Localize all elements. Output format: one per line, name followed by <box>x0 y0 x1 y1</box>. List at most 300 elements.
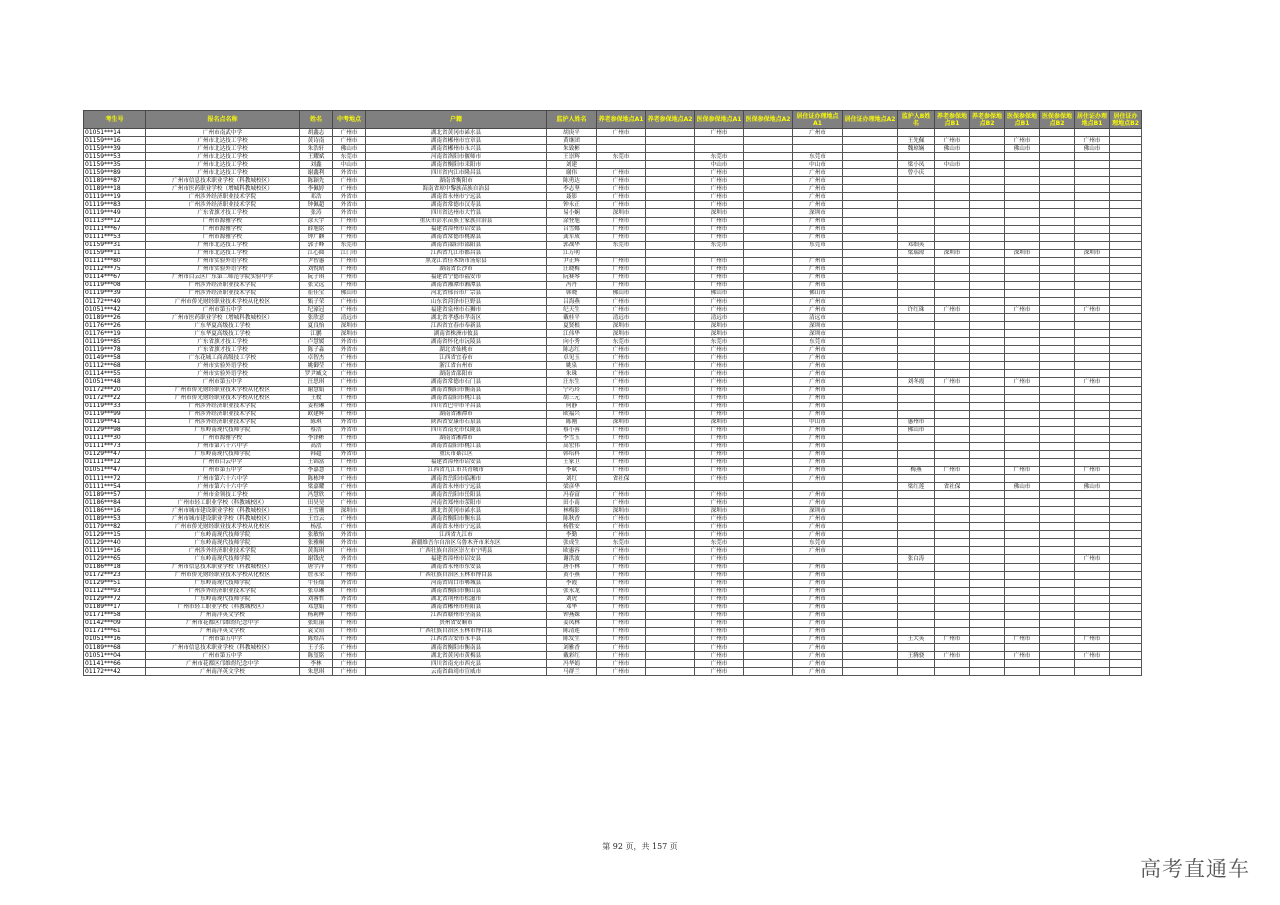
table-cell: 谢洪波 <box>547 555 597 563</box>
table-cell <box>1075 458 1110 466</box>
table-cell <box>970 644 1005 652</box>
table-cell: 深圳市 <box>333 322 366 330</box>
table-cell: 广州市 <box>597 555 646 563</box>
table-cell <box>744 555 793 563</box>
table-cell <box>1005 217 1040 225</box>
table-cell: 广东省旗才技工学校 <box>146 209 300 217</box>
table-cell: 广州市 <box>1005 635 1040 643</box>
table-cell: 深圳市 <box>793 507 843 515</box>
table-cell <box>744 217 793 225</box>
table-cell: 广州市 <box>1005 306 1040 314</box>
table-cell <box>843 595 898 603</box>
table-cell <box>1005 185 1040 193</box>
table-cell: 李志坚 <box>547 185 597 193</box>
table-cell: 湖南省株洲市攸县 <box>366 330 547 338</box>
table-cell <box>970 297 1005 305</box>
table-cell <box>1075 273 1110 281</box>
table-cell <box>1040 153 1075 161</box>
table-cell: 广州市 <box>793 217 843 225</box>
table-cell <box>935 297 970 305</box>
table-row <box>84 193 1142 201</box>
table-cell: 广州市 <box>695 547 744 555</box>
table-cell: 李霞 <box>547 579 597 587</box>
table-cell <box>1005 418 1040 426</box>
table-cell: 广州市 <box>333 499 366 507</box>
table-cell: 湖南省岳阳市岳阳县 <box>366 491 547 499</box>
table-cell <box>744 611 793 619</box>
table-cell: 冯春富 <box>547 491 597 499</box>
table-row <box>84 297 1142 305</box>
table-cell: 01112***93 <box>84 587 146 595</box>
table-cell <box>898 129 935 137</box>
table-cell <box>843 627 898 635</box>
table-cell <box>935 499 970 507</box>
table-cell: 梁瑞琼 <box>898 249 935 257</box>
table-cell: 广州市 <box>793 442 843 450</box>
table-cell: 邓华 <box>547 603 597 611</box>
table-cell: 云南省曲靖市宣威市 <box>366 668 547 676</box>
table-cell: 01189***87 <box>84 177 146 185</box>
table-cell: 中山市 <box>695 161 744 169</box>
table-cell <box>935 386 970 394</box>
table-cell: 广东岭南现代技师学院 <box>146 555 300 563</box>
table-cell: 江西省吉安市永丰县 <box>366 635 547 643</box>
table-cell: 胡三元 <box>547 394 597 402</box>
table-cell <box>970 265 1005 273</box>
table-cell <box>646 257 695 265</box>
table-cell <box>898 523 935 531</box>
table-cell <box>1110 161 1142 169</box>
table-cell: 湖南省常德市石门县 <box>366 378 547 386</box>
table-cell <box>1075 289 1110 297</box>
table-cell: 广州市 <box>793 595 843 603</box>
table-cell <box>843 338 898 346</box>
table-cell <box>970 362 1005 370</box>
table-cell: 广州市 <box>597 627 646 635</box>
table-cell: 深圳市 <box>695 418 744 426</box>
table-cell <box>970 450 1005 458</box>
table-cell <box>1075 169 1110 177</box>
table-cell <box>843 249 898 257</box>
table-cell: 01189***26 <box>84 314 146 322</box>
table-cell: 广州市 <box>333 362 366 370</box>
table-cell: 陈玺铭 <box>300 652 333 660</box>
table-cell <box>1110 434 1142 442</box>
table-cell: 袁文瑄 <box>300 627 333 635</box>
column-header: 报名点名称 <box>146 111 300 129</box>
table-cell <box>1110 273 1142 281</box>
table-cell: 广州市 <box>597 169 646 177</box>
table-cell <box>1005 273 1040 281</box>
table-cell <box>898 571 935 579</box>
table-cell <box>1075 531 1110 539</box>
table-cell: 姚泉 <box>547 362 597 370</box>
table-cell <box>970 627 1005 635</box>
table-cell <box>935 209 970 217</box>
table-cell <box>646 201 695 209</box>
table-row <box>84 466 1142 474</box>
table-cell: 王耀斌 <box>300 153 333 161</box>
table-cell: 广州市 <box>333 297 366 305</box>
table-cell <box>1005 322 1040 330</box>
table-cell <box>695 145 744 153</box>
table-cell: 01119***78 <box>84 346 146 354</box>
table-row <box>84 483 1142 491</box>
table-cell: 外省市 <box>333 531 366 539</box>
table-cell <box>1005 362 1040 370</box>
table-cell: 01129***98 <box>84 426 146 434</box>
table-cell <box>1075 201 1110 209</box>
table-cell: 广州市 <box>793 306 843 314</box>
table-cell: 广州涉外经济职业技术学院 <box>146 587 300 595</box>
table-cell <box>1075 257 1110 265</box>
table-cell: 广州市 <box>793 281 843 289</box>
table-cell: 四川省达州市大竹县 <box>366 209 547 217</box>
table-cell: 省社保 <box>935 483 970 491</box>
table-cell <box>1110 418 1142 426</box>
table-cell: 深圳市 <box>597 418 646 426</box>
table-row <box>84 652 1142 660</box>
table-row <box>84 322 1142 330</box>
table-cell: 广州市 <box>597 394 646 402</box>
table-cell: 梁红莲 <box>898 483 935 491</box>
table-cell: 广州市 <box>793 402 843 410</box>
table-cell: 01119***49 <box>84 209 146 217</box>
table-cell: 广州市 <box>695 225 744 233</box>
table-cell <box>1040 322 1075 330</box>
table-cell <box>898 644 935 652</box>
table-cell <box>646 635 695 643</box>
table-cell <box>646 161 695 169</box>
table-cell: 佛山市 <box>597 289 646 297</box>
table-cell <box>1005 619 1040 627</box>
table-cell: 湖南省湘潭市 <box>366 434 547 442</box>
table-cell: 阮子琪 <box>300 273 333 281</box>
table-cell: 广州市 <box>333 306 366 314</box>
table-cell <box>935 587 970 595</box>
table-cell: 广州市 <box>695 475 744 483</box>
table-cell: 马群兰 <box>547 668 597 676</box>
table-cell <box>970 161 1005 169</box>
table-cell <box>646 483 695 491</box>
table-cell <box>1110 233 1142 241</box>
table-cell <box>1005 458 1040 466</box>
table-cell <box>970 555 1005 563</box>
table-cell <box>935 394 970 402</box>
table-cell <box>898 619 935 627</box>
table-cell: 广州市 <box>333 225 366 233</box>
table-cell <box>1110 466 1142 474</box>
watermark-logo: 高考直通车 <box>1140 857 1250 881</box>
table-cell <box>1040 668 1075 676</box>
table-row <box>84 644 1142 652</box>
table-cell: 广州市 <box>695 378 744 386</box>
table-cell: 蔡浩 <box>300 426 333 434</box>
table-cell <box>843 265 898 273</box>
table-cell <box>935 314 970 322</box>
table-row <box>84 346 1142 354</box>
table-cell <box>970 378 1005 386</box>
table-cell <box>744 515 793 523</box>
table-cell <box>744 635 793 643</box>
table-cell: 吕海燕 <box>547 297 597 305</box>
table-cell <box>646 346 695 354</box>
table-cell: 广州市 <box>597 660 646 668</box>
table-cell <box>793 249 843 257</box>
table-cell <box>898 410 935 418</box>
column-header: 居住证办理地点B2 <box>1110 111 1142 129</box>
table-cell: 戴彩红 <box>547 652 597 660</box>
table-cell <box>1040 491 1075 499</box>
table-cell <box>646 571 695 579</box>
table-cell: 四川省南充市仪陇县 <box>366 426 547 434</box>
table-cell <box>1110 169 1142 177</box>
table-cell <box>1075 579 1110 587</box>
table-cell: 广州市北达技工学校 <box>146 249 300 257</box>
table-cell <box>646 225 695 233</box>
table-cell: 河南省郑州市荥阳市 <box>366 499 547 507</box>
table-cell: 广州市 <box>695 273 744 281</box>
table-cell: 阮赛琴 <box>547 273 597 281</box>
table-cell: 广州市 <box>333 475 366 483</box>
table-cell: 01172***20 <box>84 386 146 394</box>
table-cell: 广州市 <box>333 571 366 579</box>
table-row <box>84 603 1142 611</box>
table-cell <box>744 531 793 539</box>
table-row <box>84 249 1142 257</box>
table-cell <box>597 249 646 257</box>
table-cell: 广州市 <box>695 297 744 305</box>
table-cell: 广州市 <box>793 233 843 241</box>
table-cell: 广州市 <box>935 635 970 643</box>
table-cell <box>1005 346 1040 354</box>
table-cell <box>970 322 1005 330</box>
table-cell: 外省市 <box>333 209 366 217</box>
table-cell: 佛山市 <box>793 289 843 297</box>
table-cell <box>646 660 695 668</box>
table-cell: 广州市侨光财经职业技术学校从化校区 <box>146 523 300 531</box>
table-cell <box>1040 587 1075 595</box>
table-cell: 广州市 <box>597 491 646 499</box>
table-cell <box>1040 539 1075 547</box>
table-cell <box>1005 177 1040 185</box>
table-cell <box>1075 571 1110 579</box>
table-cell <box>970 587 1005 595</box>
table-cell <box>970 386 1005 394</box>
table-cell <box>1110 145 1142 153</box>
table-cell <box>1005 547 1040 555</box>
table-cell <box>1110 265 1142 273</box>
table-cell <box>843 322 898 330</box>
table-cell <box>1040 619 1075 627</box>
table-cell: 广州市白云中学 <box>146 458 300 466</box>
table-row <box>84 394 1142 402</box>
table-cell <box>843 289 898 297</box>
table-cell: 张永龙 <box>547 587 597 595</box>
table-cell <box>843 523 898 531</box>
table-cell: 朱浩轩 <box>300 145 333 153</box>
table-cell: 深圳市 <box>695 209 744 217</box>
table-cell: 湖南省郴州市桂阳县 <box>366 603 547 611</box>
table-cell <box>970 346 1005 354</box>
table-cell <box>843 153 898 161</box>
table-cell <box>1110 241 1142 249</box>
table-cell: 王子乐 <box>300 644 333 652</box>
table-cell <box>843 515 898 523</box>
table-cell: 广州市 <box>793 491 843 499</box>
table-cell: 广州市 <box>597 225 646 233</box>
table-row <box>84 201 1142 209</box>
table-cell <box>1040 475 1075 483</box>
table-cell <box>744 579 793 587</box>
table-cell <box>1005 257 1040 265</box>
table-cell <box>1110 587 1142 595</box>
table-cell <box>898 442 935 450</box>
table-cell: 广州市 <box>695 394 744 402</box>
table-cell: 邓慧娟 <box>300 603 333 611</box>
table-cell: 广州市 <box>695 233 744 241</box>
table-cell: 欧建辉 <box>300 410 333 418</box>
table-cell <box>1040 595 1075 603</box>
table-cell <box>898 475 935 483</box>
table-cell <box>1005 587 1040 595</box>
table-cell: 01171***58 <box>84 611 146 619</box>
table-cell <box>1040 386 1075 394</box>
table-cell: 朱珠 <box>547 370 597 378</box>
table-cell <box>1005 330 1040 338</box>
table-cell <box>1005 523 1040 531</box>
table-cell: 广州市 <box>333 394 366 402</box>
table-cell <box>970 201 1005 209</box>
table-cell <box>646 418 695 426</box>
table-cell: 广州市 <box>695 660 744 668</box>
table-cell <box>1040 394 1075 402</box>
table-cell: 东莞市 <box>333 153 366 161</box>
table-cell: 01111***54 <box>84 483 146 491</box>
table-cell: 江西省九江市都昌县 <box>366 249 547 257</box>
table-cell <box>935 555 970 563</box>
table-cell <box>1075 410 1110 418</box>
table-row <box>84 595 1142 603</box>
table-cell: 01111***30 <box>84 434 146 442</box>
table-cell <box>1040 660 1075 668</box>
table-cell <box>646 668 695 676</box>
table-cell <box>935 169 970 177</box>
table-cell <box>1075 129 1110 137</box>
table-cell: 东莞市 <box>793 153 843 161</box>
table-cell <box>1110 491 1142 499</box>
table-cell <box>970 426 1005 434</box>
table-cell: 广州市北达技工学校 <box>146 153 300 161</box>
table-cell: 广州市北达技工学校 <box>146 169 300 177</box>
table-cell <box>970 306 1005 314</box>
table-cell: 广西壮族自治区玉林市博白县 <box>366 627 547 635</box>
table-cell: 01051***04 <box>84 652 146 660</box>
table-cell <box>1005 426 1040 434</box>
table-cell <box>744 499 793 507</box>
table-cell: 01051***16 <box>84 635 146 643</box>
table-cell <box>935 201 970 209</box>
table-cell: 李泽彬 <box>300 434 333 442</box>
table-cell <box>898 185 935 193</box>
table-cell <box>935 281 970 289</box>
table-cell <box>1110 201 1142 209</box>
table-cell: 广州市金领技工学校 <box>146 491 300 499</box>
table-cell: 广州市 <box>333 217 366 225</box>
table-cell: 湖南省永州市东安县 <box>366 563 547 571</box>
table-cell: 广州市 <box>793 362 843 370</box>
table-row <box>84 571 1142 579</box>
table-cell: 甄子荣 <box>300 297 333 305</box>
table-cell: 黄海琪 <box>300 547 333 555</box>
table-cell: 广州市 <box>793 611 843 619</box>
table-cell <box>744 378 793 386</box>
table-cell <box>1110 450 1142 458</box>
table-cell <box>1075 281 1110 289</box>
table-cell <box>843 137 898 145</box>
table-cell: 01119***39 <box>84 289 146 297</box>
table-cell: 陈勇达 <box>547 177 597 185</box>
table-cell <box>1110 635 1142 643</box>
table-cell <box>744 418 793 426</box>
column-header: 居住证办理地点A1 <box>793 111 843 129</box>
table-cell <box>1110 330 1142 338</box>
table-cell: 佛山市 <box>935 145 970 153</box>
table-cell: 外省市 <box>333 426 366 434</box>
table-cell <box>1040 402 1075 410</box>
table-row <box>84 338 1142 346</box>
table-row <box>84 241 1142 249</box>
table-cell <box>970 338 1005 346</box>
table-cell: 王雪珊 <box>300 507 333 515</box>
table-cell: 广州市侨光财经职业技术学校从化校区 <box>146 297 300 305</box>
table-cell: 田昊昊 <box>300 499 333 507</box>
table-cell <box>597 483 646 491</box>
table-cell <box>970 273 1005 281</box>
table-cell <box>935 177 970 185</box>
table-cell <box>1075 539 1110 547</box>
table-cell: 高浩 <box>300 442 333 450</box>
table-cell <box>843 394 898 402</box>
table-cell <box>843 185 898 193</box>
table-cell <box>1040 571 1075 579</box>
table-cell <box>1075 563 1110 571</box>
table-cell <box>1110 668 1142 676</box>
table-row <box>84 289 1142 297</box>
table-cell <box>1040 161 1075 169</box>
table-cell <box>1040 458 1075 466</box>
table-cell <box>935 619 970 627</box>
table-cell: 省社保 <box>597 475 646 483</box>
table-cell: 广州市 <box>597 563 646 571</box>
table-cell <box>970 442 1005 450</box>
table-cell <box>1075 499 1110 507</box>
table-cell <box>935 241 970 249</box>
table-cell: 广东华夏高级技工学校 <box>146 322 300 330</box>
table-cell: 广州市 <box>597 668 646 676</box>
table-cell <box>970 281 1005 289</box>
table-cell: 01179***82 <box>84 523 146 531</box>
table-cell <box>1040 627 1075 635</box>
table-cell: 广州市第六十六中学 <box>146 475 300 483</box>
table-header <box>84 111 1142 129</box>
table-cell <box>898 273 935 281</box>
table-cell <box>695 137 744 145</box>
table-cell: 深圳市 <box>695 330 744 338</box>
table-cell: 广州市 <box>793 346 843 354</box>
table-row <box>84 370 1142 378</box>
table-cell <box>843 410 898 418</box>
